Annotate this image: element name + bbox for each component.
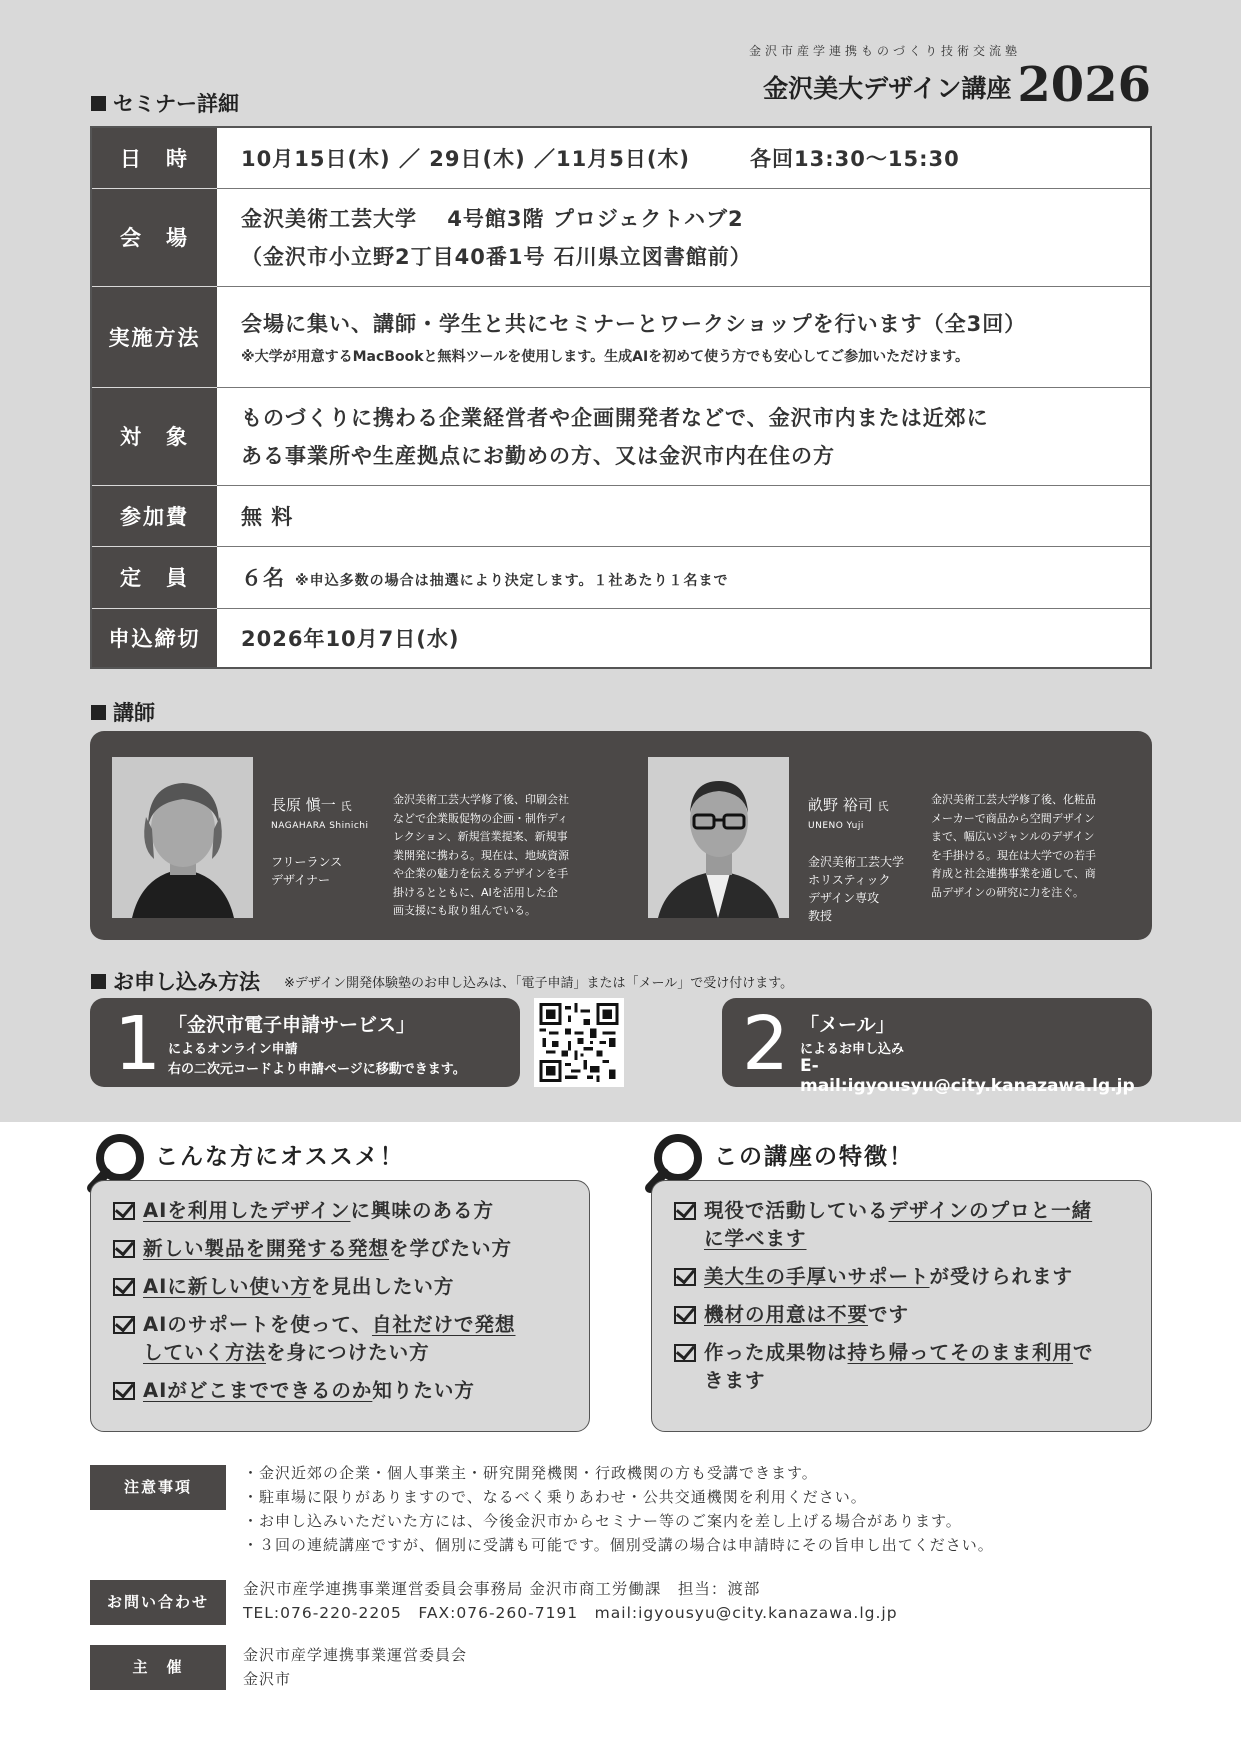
checkbox-icon	[674, 1268, 696, 1286]
value-fee: 無 料	[217, 485, 1151, 546]
value-venue-line2: （金沢市小立野2丁目40番1号 石川県立図書館前）	[241, 245, 752, 269]
contact-line: 金沢市産学連携事業運営委員会事務局 金沢市商工労働課 担当：渡部	[243, 1580, 761, 1598]
value-method-note: ※大学が用意するMacBookと無料ツールを使用します。生成AIを初めて使う方でも安心してご参加いただけます。	[241, 348, 970, 365]
label-venue: 会 場	[91, 188, 217, 286]
checkbox-icon	[674, 1306, 696, 1324]
features-title: この講座の特徴！	[714, 1144, 914, 1170]
row-deadline	[91, 608, 1151, 668]
value-time: 各回13:30〜15:30	[750, 146, 960, 171]
value-capacity-note: ※申込多数の場合は抽選により決定します。１社あたり１名まで	[295, 573, 729, 589]
apply-option-email[interactable]	[722, 998, 1152, 1096]
instructor-nagahara-name-block: 長原 愼一 氏 NAGAHARA Shinichi フリーランス デザイナー	[271, 796, 369, 887]
list-item: AIを利用したデザインに興味のある方	[113, 1197, 589, 1225]
row-target	[91, 387, 1151, 485]
instructor-photo-nagahara	[112, 757, 253, 918]
host-info	[243, 1643, 467, 1691]
contact-info	[243, 1577, 898, 1625]
apply-detail: 右の二次元コードより申請ページに移動できます。	[168, 1062, 466, 1077]
label-deadline: 申込締切	[91, 608, 217, 668]
notes-list	[243, 1461, 994, 1557]
row-fee	[91, 485, 1151, 546]
checkbox-icon	[113, 1382, 135, 1400]
list-item: 作った成果物は持ち帰ってそのまま利用で きます	[674, 1339, 1151, 1395]
contact-label: お問い合わせ	[90, 1580, 226, 1625]
value-method-line1: 会場に集い、講師・学生と共にセミナーとワークショップを行います（全3回）	[241, 311, 1027, 336]
instructor-role: デザイナー	[271, 873, 331, 887]
checkbox-icon	[113, 1316, 135, 1334]
list-item: AIのサポートを使って、自社だけで発想 していく方法を身につけたい方	[113, 1311, 589, 1367]
apply-number: 1	[114, 1001, 162, 1087]
instructor-nagahara-bio: 金沢美術工芸大学修了後、印刷会社 などで企業販促物の企画・制作ディ レクション、新規営業提案、新規事 業開発に携わる。現在は、地域資源 や企業の魅力を伝えるデザインを手 掛けるとともに、AIを活用した企 画支援にも取り組んでいる。	[393, 793, 569, 917]
note-line: ・３回の連続講座ですが、個別に受講も可能です。個別受講の場合は申請時にその旨申し出てください。	[243, 1536, 994, 1554]
instructor-name: 畝野 裕司	[808, 796, 873, 814]
list-item: AIに新しい使い方を見出したい方	[113, 1273, 589, 1301]
checkbox-icon	[113, 1202, 135, 1220]
host-line: 金沢市	[243, 1670, 292, 1688]
checkbox-icon	[113, 1278, 135, 1296]
instructor-uneno-bio: 金沢美術工芸大学修了後、化粧品 メーカーで商品から空間デザイン まで、幅広いジャンルのデザイン を手掛ける。現在は大学での若手 育成と社会連携事業を通して、商 品デザインの研究に力を注ぐ。	[931, 793, 1096, 899]
instructor-role: 教授	[808, 909, 833, 923]
instructor-name-en: NAGAHARA Shinichi	[271, 821, 369, 831]
brand-subtitle: 金沢市産学連携ものづくり技術交流塾	[748, 44, 1021, 58]
apply-number: 2	[742, 1001, 790, 1087]
list-item: 新しい製品を開発する発想を学びたい方	[113, 1235, 589, 1263]
recommend-panel	[90, 1180, 590, 1432]
host-line: 金沢市産学連携事業運営委員会	[243, 1646, 468, 1664]
note-line: ・駐車場に限りがありますので、なるべく乗りあわせ・公共交通機関を利用ください。	[243, 1488, 867, 1506]
checkbox-icon	[674, 1344, 696, 1362]
apply-subtitle: によるお申し込み	[800, 1042, 905, 1057]
instructor-name-en: UNENO Yuji	[808, 821, 864, 831]
label-target: 対 象	[91, 387, 217, 485]
list-item: 機材の用意は不要です	[674, 1301, 1151, 1329]
brand-year: 2026	[1017, 57, 1151, 113]
note-line: ・お申し込みいただいた方には、今後金沢市からセミナー等のご案内を差し上げる場合があります。	[243, 1512, 962, 1530]
label-datetime: 日 時	[91, 127, 217, 188]
instructor-photo-uneno	[648, 757, 789, 918]
label-method: 実施方法	[91, 286, 217, 387]
instructor-name: 長原 愼一	[271, 796, 336, 814]
brand-name: 金沢美大デザイン講座	[763, 74, 1012, 103]
section-heading-instructors: 講師	[91, 697, 155, 727]
list-item: 美大生の手厚いサポートが受けられます	[674, 1263, 1151, 1291]
brand-header	[748, 42, 1151, 113]
instructor-role: デザイン専攻	[808, 891, 880, 905]
recommend-title: こんな方にオススメ！	[155, 1144, 405, 1170]
square-bullet-icon	[91, 705, 106, 720]
value-capacity: ６名	[241, 566, 285, 590]
features-panel	[651, 1180, 1152, 1432]
host-label: 主 催	[90, 1645, 226, 1690]
qr-code-icon[interactable]	[534, 998, 624, 1087]
label-fee: 参加費	[91, 485, 217, 546]
value-dates: 10月15日(木) ／ 29日(木) ／11月5日(木)	[241, 146, 691, 171]
notes-label: 注意事項	[90, 1465, 226, 1510]
value-target-line2: ある事業所や生産拠点にお勤めの方、又は金沢市内在住の方	[241, 444, 835, 468]
note-line: ・金沢近郊の企業・個人事業主・研究開発機関・行政機関の方も受講できます。	[243, 1464, 818, 1482]
row-capacity	[91, 546, 1151, 608]
seminar-details-table	[90, 126, 1152, 669]
section-heading-details: セミナー詳細	[91, 88, 239, 118]
instructor-role: ホリスティック	[808, 873, 891, 887]
apply-option-online[interactable]	[90, 998, 520, 1087]
square-bullet-icon	[91, 974, 106, 989]
list-item: AIがどこまでできるのか知りたい方	[113, 1377, 589, 1405]
apply-title: 「金沢市電子申請サービス」	[168, 1014, 416, 1036]
apply-note: ※デザイン開発体験塾のお申し込みは、「電子申請」または「メール」で受け付けます。	[284, 975, 794, 991]
checkbox-icon	[674, 1202, 696, 1220]
instructor-role: フリーランス	[271, 855, 343, 869]
row-venue	[91, 188, 1151, 286]
value-venue-line1: 金沢美術工芸大学 4号館3階 プロジェクトハブ2	[241, 207, 744, 231]
square-bullet-icon	[91, 96, 106, 111]
list-item: 現役で活動しているデザインのプロと一緒 に学べます	[674, 1197, 1151, 1253]
contact-line[interactable]: TEL:076-220-2205 FAX:076-260-7191 mail:igyousyu@city.kanazawa.lg.jp	[243, 1604, 898, 1622]
row-method	[91, 286, 1151, 387]
label-capacity: 定 員	[91, 546, 217, 608]
checkbox-icon	[113, 1240, 135, 1258]
section-heading-apply: お申し込み方法 ※デザイン開発体験塾のお申し込みは、「電子申請」または「メール」で受け付けます。	[91, 966, 793, 996]
apply-subtitle: によるオンライン申請	[168, 1042, 298, 1057]
apply-title: 「メール」	[800, 1014, 895, 1036]
instructor-uneno-name-block: 畝野 裕司 氏 UNENO Yuji 金沢美術工芸大学 ホリスティック デザイン専攻 教授	[808, 796, 905, 923]
row-datetime	[91, 127, 1151, 188]
apply-email[interactable]: E-mail:igyousyu@city.kanazawa.lg.jp	[800, 1056, 1135, 1096]
value-target-line1: ものづくりに携わる企業経営者や企画開発者などで、金沢市内または近郊に	[241, 406, 989, 430]
instructor-role: 金沢美術工芸大学	[808, 855, 905, 869]
value-deadline: 2026年10月7日(水)	[241, 626, 460, 651]
